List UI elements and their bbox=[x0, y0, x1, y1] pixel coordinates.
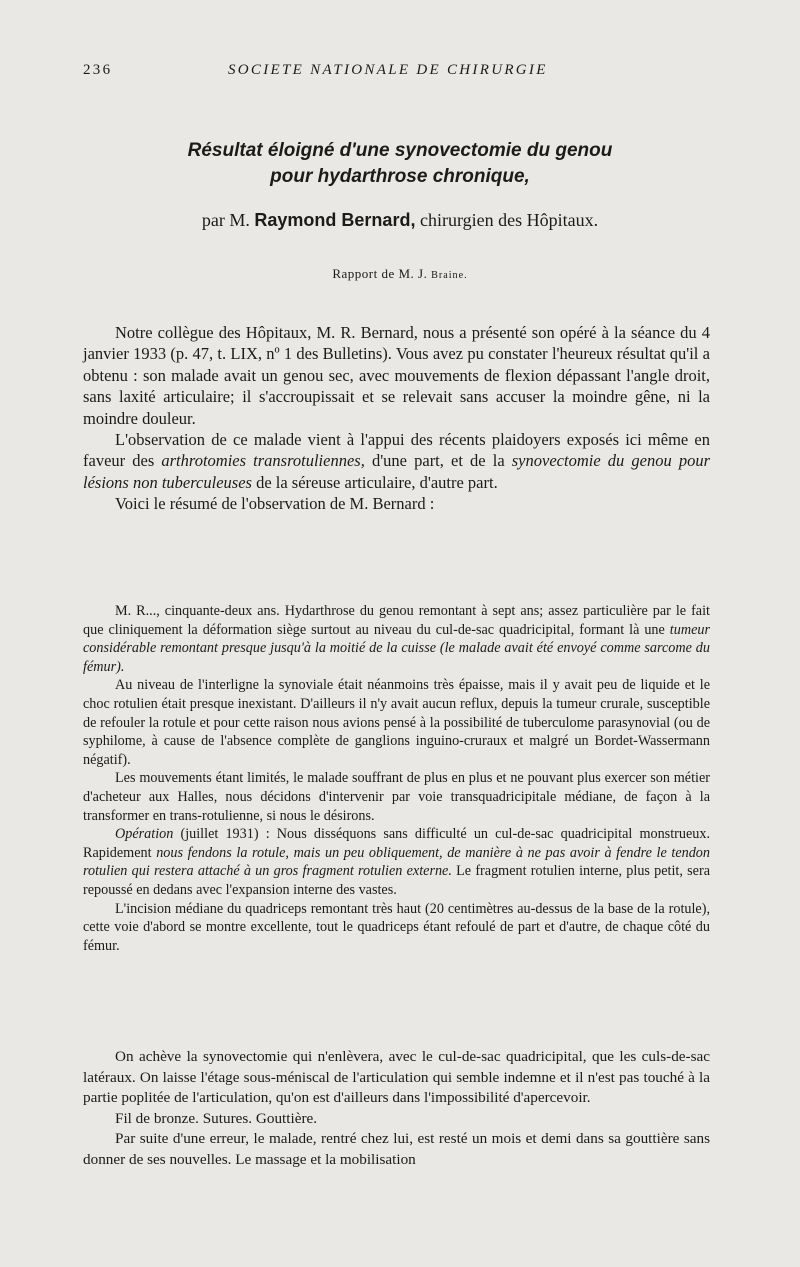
byline bbox=[100, 210, 700, 231]
text-run: de la séreuse articulaire, d'autre part. bbox=[251, 472, 498, 492]
italic-run: Opération bbox=[115, 826, 174, 843]
text-run: L'observation de ce malade vient à l'appui des récents plaidoyers exposés ici même en faveur des bbox=[83, 430, 710, 471]
text-run: Le fragment rotulien interne, plus petit, sera repoussé en dedans avec l'expansion interne des vastes. bbox=[83, 863, 710, 898]
text-run: d'une part, et de la bbox=[364, 451, 512, 471]
paragraph: On achève la synovectomie qui n'enlèvera, avec le cul-de-sac quadricipital, que les culs-de-sac latéraux. On laisse l'étage sous-méniscal de l'articulation qui semble indemne et il n'est pas touché à la partie poplitée de l'articulation, qu'on est d'ailleurs dans l'impossibilité d'apercevoir. bbox=[83, 1048, 710, 1106]
report-prefix: Rapport de M. J. bbox=[332, 266, 428, 281]
paragraph: Au niveau de l'interligne la synoviale était néanmoins très épaisse, mais il y avait peu de liquide et le choc rotulien était presque inexistant. D'ailleurs il n'y avait aucun reflux, depuis la tumeur crurale, susceptible de refouler la rotule et pour cette raison nous avions pensé à la possibilité de tuberculome parasynovial (ou de syphilome, à cause de l'absence complète de ganglions inguino-cruraux et malgré un Bordet-Wassermann négatif). bbox=[83, 677, 710, 768]
paragraph: Fil de bronze. Sutures. Gouttière. bbox=[115, 1109, 318, 1127]
paragraph: Par suite d'une erreur, le malade, rentré chez lui, est resté un mois et demi dans sa gouttière sans donner de ses nouvelles. Le massage et la mobilisation bbox=[83, 1130, 710, 1168]
paragraph: Les mouvements étant limités, le malade souffrant de plus en plus et ne pouvant plus exercer son métier d'acheteur aux Halles, nous décidons d'intervenir par voie transquadricipitale médiane, de façon à la transformer en trans-rotulienne, si nous le désirons. bbox=[83, 770, 710, 824]
text-run: (juillet 1931) : Nous disséquons sans difficulté un cul-de-sac quadricipital monstrueux. Rapidement bbox=[83, 826, 710, 861]
text-run: M. R..., cinquante-deux ans. Hydarthrose du genou remontant à sept ans; assez particulière par le fait que cliniquement la déformation siège surtout au niveau du cul-de-sac quadricipital, formant là une bbox=[83, 603, 710, 638]
paragraph bbox=[83, 825, 710, 899]
author-title: chirurgien des Hôpitaux. bbox=[419, 210, 599, 230]
byline-prefix: par M. bbox=[201, 210, 250, 230]
page-number: 236 bbox=[83, 62, 113, 78]
report-credit bbox=[100, 266, 700, 282]
paragraph bbox=[83, 429, 710, 493]
article-title-line-2: pour hydarthrose chronique, bbox=[270, 166, 530, 187]
article-title bbox=[100, 138, 700, 190]
italic-run: arthrotomies transrotuliennes, bbox=[161, 451, 365, 471]
paragraph bbox=[83, 602, 710, 676]
journal-title: SOCIETE NATIONALE DE CHIRURGIE bbox=[228, 62, 548, 78]
case-summary-continued bbox=[83, 1047, 710, 1170]
paragraph: L'incision médiane du quadriceps remontant très haut (20 centimètres au-dessus de la base de la rotule), cette voie d'abord se montre excellente, tout le quadriceps étant refoulé de part et d'autre, de chaque côté du fémur. bbox=[83, 900, 710, 954]
italic-run: synovectomie du genou pour lésions non tuberculeuses bbox=[83, 451, 710, 492]
author-name: Raymond Bernard, bbox=[254, 210, 416, 230]
main-body bbox=[83, 322, 710, 515]
article-title-line-1: Résultat éloigné d'une synovectomie du genou bbox=[187, 140, 613, 161]
paragraph: Notre collègue des Hôpitaux, M. R. Bernard, nous a présenté son opéré à la séance du 4 janvier 1933 (p. 47, t. LIX, nº 1 des Bulletins). Vous avez pu constater l'heureux résultat qu'il a obtenu : son malade avait un genou sec, avec mouvements de flexion dépassant l'angle droit, sans laxité articulaire; il s'accroupissait et se relevait sans accuser la moindre gêne, ni la moindre douleur. bbox=[83, 323, 710, 428]
italic-run: nous fendons la rotule, mais un peu obliquement, de manière à ne pas avoir à fendre le tendon rotulien qui restera attaché à un gros fragment rotulien externe. bbox=[83, 844, 710, 880]
italic-run: tumeur considérable remontant presque jusqu'à la moitié de la cuisse (le malade avait été envoyé comme sarcome du fémur). bbox=[83, 621, 710, 675]
case-summary bbox=[83, 602, 710, 955]
reporter-name: Braine. bbox=[431, 270, 468, 281]
paragraph: Voici le résumé de l'observation de M. Bernard : bbox=[115, 494, 435, 514]
